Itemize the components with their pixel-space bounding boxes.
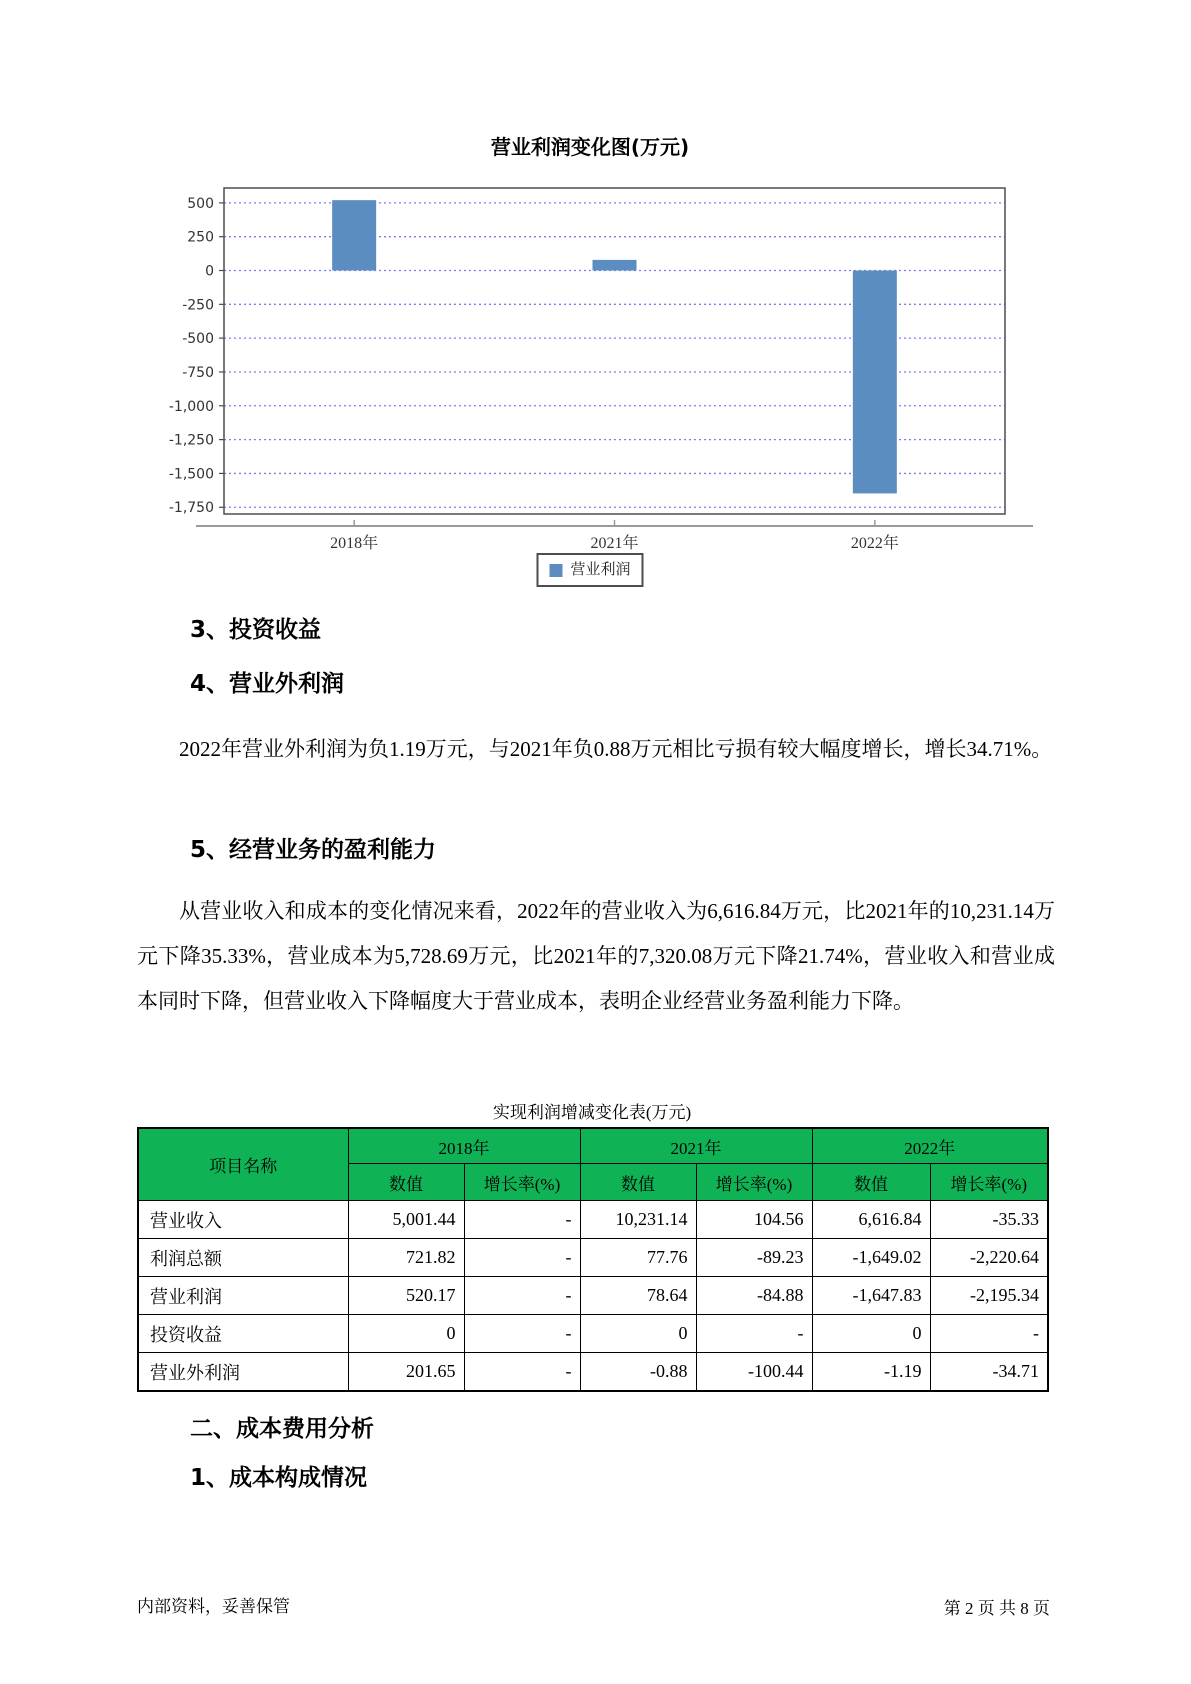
row-item-name: 投资收益: [138, 1315, 348, 1353]
heading-investment-income: 3、投资收益: [190, 617, 322, 643]
row-value: 6,616.84: [812, 1201, 930, 1239]
row-item-name: 营业收入: [138, 1201, 348, 1239]
legend-label: 营业利润: [570, 561, 631, 578]
heading-profitability: 5、经营业务的盈利能力: [190, 837, 437, 863]
row-value: -: [464, 1239, 580, 1277]
y-axis-label: 500: [187, 195, 214, 212]
row-item-name: 营业利润: [138, 1277, 348, 1315]
y-axis-label: 250: [187, 229, 214, 246]
heading-cost-analysis: 二、成本费用分析: [190, 1416, 374, 1442]
row-value: -2,195.34: [930, 1277, 1048, 1315]
table-row: [138, 1239, 1048, 1277]
header-year: 2021年: [580, 1128, 812, 1164]
x-axis-label: 2018年: [330, 535, 379, 552]
footer-page-number: 第 2 页 共 8 页: [943, 1599, 1050, 1618]
profit-change-table: [137, 1127, 1049, 1392]
row-value: 104.56: [696, 1201, 812, 1239]
row-value: -1,647.83: [812, 1277, 930, 1315]
row-value: 77.76: [580, 1239, 696, 1277]
header-sub: 数值: [348, 1164, 464, 1201]
table-row: [138, 1315, 1048, 1353]
table-row: [138, 1277, 1048, 1315]
row-item-name: 利润总额: [138, 1239, 348, 1277]
row-value: -: [464, 1277, 580, 1315]
header-year: 2018年: [348, 1128, 580, 1164]
row-value: -: [696, 1315, 812, 1353]
y-axis-label: 0: [205, 263, 214, 280]
row-value: 721.82: [348, 1239, 464, 1277]
row-value: 78.64: [580, 1277, 696, 1315]
bar-2022年: [853, 271, 897, 494]
y-axis-label: -250: [182, 297, 214, 314]
x-axis-label: 2021年: [590, 535, 639, 552]
table-row: [138, 1353, 1048, 1392]
row-value: -35.33: [930, 1201, 1048, 1239]
table-header-years-row: [138, 1128, 1048, 1164]
row-value: -0.88: [580, 1353, 696, 1392]
header-year: 2022年: [812, 1128, 1048, 1164]
row-item-name: 营业外利润: [138, 1353, 348, 1392]
row-value: 520.17: [348, 1277, 464, 1315]
row-value: 10,231.14: [580, 1201, 696, 1239]
operating-profit-chart: [130, 118, 1050, 598]
row-value: -100.44: [696, 1353, 812, 1392]
footer-confidential-note: 内部资料，妥善保管: [137, 1597, 290, 1616]
row-value: 0: [580, 1315, 696, 1353]
legend-swatch-icon: [549, 564, 562, 577]
row-value: -: [464, 1201, 580, 1239]
bar-2021年: [593, 260, 637, 271]
y-axis-label: -750: [182, 364, 214, 381]
x-axis-label: 2022年: [850, 535, 899, 552]
row-value: 0: [348, 1315, 464, 1353]
y-axis-label: -1,250: [168, 432, 214, 449]
row-value: -2,220.64: [930, 1239, 1048, 1277]
y-axis-label: -1,000: [168, 398, 214, 415]
row-value: -: [464, 1315, 580, 1353]
row-value: -: [464, 1353, 580, 1392]
row-value: -1,649.02: [812, 1239, 930, 1277]
header-item-name: 项目名称: [138, 1128, 348, 1201]
row-value: 201.65: [348, 1353, 464, 1392]
paragraph-profitability: 从营业收入和成本的变化情况来看，2022年的营业收入为6,616.84万元，比2021年的10,231.14万元下降35.33%，营业成本为5,728.69万元，比2021年的7,320.08万元下降21.74%，营业收入和营业成本同时下降，但营业收入下降幅度大于营业成本，表明企业经营业务盈利能力下降。: [137, 899, 1055, 1013]
header-sub: 增长率(%): [930, 1164, 1048, 1201]
heading-nonoperating-profit: 4、营业外利润: [190, 671, 345, 697]
heading-cost-structure: 1、成本构成情况: [190, 1465, 368, 1491]
y-axis-label: -500: [182, 331, 214, 348]
y-axis-label: -1,750: [168, 500, 214, 517]
chart-legend: [536, 553, 643, 587]
row-value: -89.23: [696, 1239, 812, 1277]
row-value: -1.19: [812, 1353, 930, 1392]
row-value: -34.71: [930, 1353, 1048, 1392]
header-sub: 数值: [580, 1164, 696, 1201]
table-title: 实现利润增减变化表(万元): [492, 1103, 692, 1122]
bar-2018年: [332, 200, 376, 270]
table-row: [138, 1201, 1048, 1239]
y-axis-label: -1,500: [168, 466, 214, 483]
chart-title: 营业利润变化图(万元): [490, 135, 690, 159]
bar-chart-canvas: [130, 162, 1050, 552]
row-value: 5,001.44: [348, 1201, 464, 1239]
header-sub: 数值: [812, 1164, 930, 1201]
row-value: -84.88: [696, 1277, 812, 1315]
header-sub: 增长率(%): [696, 1164, 812, 1201]
header-sub: 增长率(%): [464, 1164, 580, 1201]
row-value: 0: [812, 1315, 930, 1353]
paragraph-nonoperating-profit: 2022年营业外利润为负1.19万元，与2021年负0.88万元相比亏损有较大幅度增长，增长34.71%。: [179, 737, 1053, 761]
row-value: -: [930, 1315, 1048, 1353]
